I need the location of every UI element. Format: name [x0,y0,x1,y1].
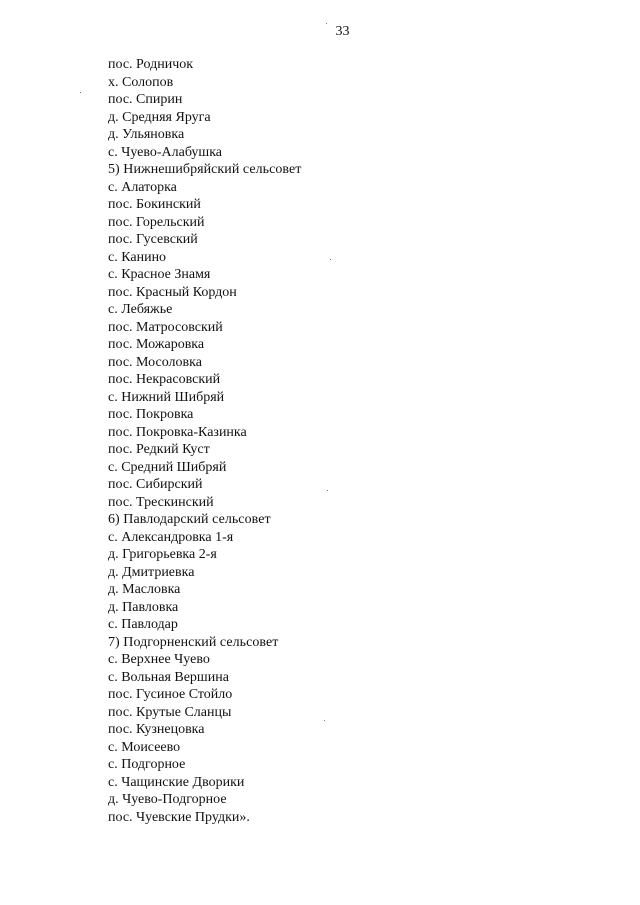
settlement-item: с. Павлодар [108,617,178,632]
settlement-item: д. Дмитриевка [108,564,195,580]
settlement-item: д. Чуево-Подгорное [108,792,227,807]
settlement-item: д. Павловка [108,599,179,615]
settlement-item: с. Чащинские Дворики [108,774,245,790]
settlement-item: пос. Бокинский [108,197,201,212]
settlement-item: с. Красное Знамя [108,267,211,282]
settlement-item: д. Масловка [108,582,181,597]
settlement-item: пос. Мосоловка [108,354,202,370]
settlement-item: с. Лебяжье [108,302,173,317]
settlement-item: пос. Крутые Сланцы [108,704,232,720]
settlement-item: с. Подгорное [108,757,186,772]
settlement-item: с. Чуево-Алабушка [108,144,223,160]
settlement-item: пос. Родничок [108,57,194,72]
settlement-item: д. Ульяновка [108,127,185,142]
settlement-item: пос. Чуевские Прудки». [108,809,250,825]
scan-speck [330,259,331,260]
settlement-item: с. Верхнее Чуево [108,652,210,667]
settlement-item: пос. Кузнецовка [108,722,205,737]
settlement-item: с. Средний Шибряй [108,459,227,475]
settlement-item: пос. Красный Кордон [108,284,237,300]
settlement-item: с. Канино [108,249,167,265]
scan-speck [327,490,328,491]
settlement-item: пос. Покровка-Казинка [108,424,247,440]
page-number: 33 [335,24,350,39]
settlement-item: х. Солопов [108,74,174,90]
settlement-list [108,56,301,826]
settlement-item: пос. Горельский [108,214,205,230]
settlement-item: пос. Трескинский [108,494,214,510]
settlement-item: с. Вольная Вершина [108,669,229,685]
settlement-item: пос. Спирин [108,92,183,107]
settlement-item: с. Александровка 1-я [108,529,234,545]
scan-speck [80,92,81,93]
settlement-item: пос. Редкий Куст [108,442,210,457]
settlement-item: пос. Гусиное Стойло [108,687,233,702]
scan-speck [326,23,327,24]
scan-speck [324,720,325,721]
council-heading: 6) Павлодарский сельсовет [108,512,271,527]
settlement-item: с. Нижний Шибряй [108,389,225,405]
settlement-item: пос. Можаровка [108,337,205,352]
settlement-item: д. Средняя Яруга [108,109,211,125]
settlement-item: с. Моисеево [108,739,181,755]
settlement-item: пос. Матросовский [108,319,223,335]
settlement-item: д. Григорьевка 2-я [108,547,217,562]
council-heading: 7) Подгорненский сельсовет [108,634,279,650]
settlement-item: пос. Гусевский [108,232,198,247]
settlement-item: пос. Покровка [108,407,194,422]
settlement-item: пос. Некрасовский [108,372,221,387]
settlement-item: с. Алаторка [108,179,177,195]
settlement-item: пос. Сибирский [108,477,203,492]
council-heading: 5) Нижнешибряйский сельсовет [108,162,302,177]
